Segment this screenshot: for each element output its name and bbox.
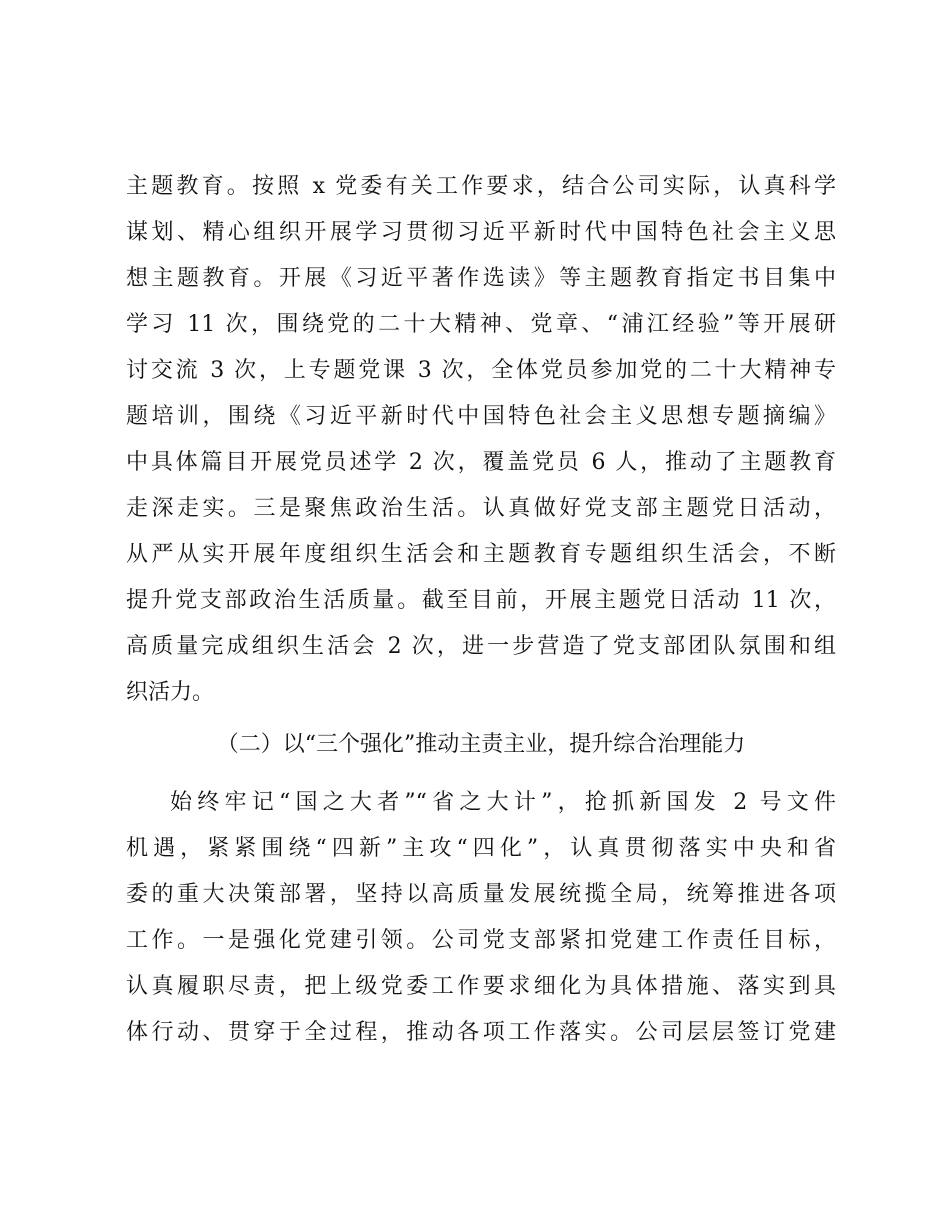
body-paragraph xyxy=(126,780,836,1056)
paragraph-line: 体行动、贯穿于全过程，推动各项工作落实。公司层层签订党建 xyxy=(126,1020,836,1045)
paragraph-line: 织活力。 xyxy=(126,680,215,705)
paragraph-line: 主题教育。按照 x 党委有关工作要求，结合公司实际，认真科学 xyxy=(126,174,836,199)
paragraph-line: 委的重大决策部署，坚持以高质量发展统揽全局，统筹推进各项 xyxy=(126,882,836,907)
paragraph-line: 走深走实。三是聚焦政治生活。认真做好党支部主题党日活动， xyxy=(126,496,836,521)
body-paragraph xyxy=(126,164,836,716)
section-heading: （二）以“三个强化”推动主责主业，提升综合治理能力 xyxy=(216,732,746,757)
paragraph-line: 谋划、精心组织开展学习贯彻习近平新时代中国特色社会主义思 xyxy=(126,220,836,245)
paragraph-line: 提升党支部政治生活质量。截至目前，开展主题党日活动 11 次， xyxy=(126,588,836,613)
paragraph-line: 学习 11 次，围绕党的二十大精神、党章、“浦江经验”等开展研 xyxy=(126,312,836,337)
paragraph-line: 高质量完成组织生活会 2 次，进一步营造了党支部团队氛围和组 xyxy=(126,634,836,659)
paragraph-line: 题培训，围绕《习近平新时代中国特色社会主义思想专题摘编》 xyxy=(126,404,836,429)
paragraph-line: 从严从实开展年度组织生活会和主题教育专题组织生活会，不断 xyxy=(126,542,836,567)
paragraph-line: 想主题教育。开展《习近平著作选读》等主题教育指定书目集中 xyxy=(126,266,836,291)
paragraph-line: 讨交流 3 次，上专题党课 3 次，全体党员参加党的二十大精神专 xyxy=(126,358,836,383)
paragraph-line: 工作。一是强化党建引领。公司党支部紧扣党建工作责任目标， xyxy=(126,928,836,953)
paragraph-line: 始终牢记“国之大者”“省之大计”，抢抓新国发 2 号文件 xyxy=(170,790,836,815)
paragraph-line: 机遇，紧紧围绕“四新”主攻“四化”，认真贯彻落实中央和省 xyxy=(126,836,836,861)
paragraph-line: 中具体篇目开展党员述学 2 次，覆盖党员 6 人，推动了主题教育 xyxy=(126,450,836,475)
paragraph-line: 认真履职尽责，把上级党委工作要求细化为具体措施、落实到具 xyxy=(126,974,836,999)
